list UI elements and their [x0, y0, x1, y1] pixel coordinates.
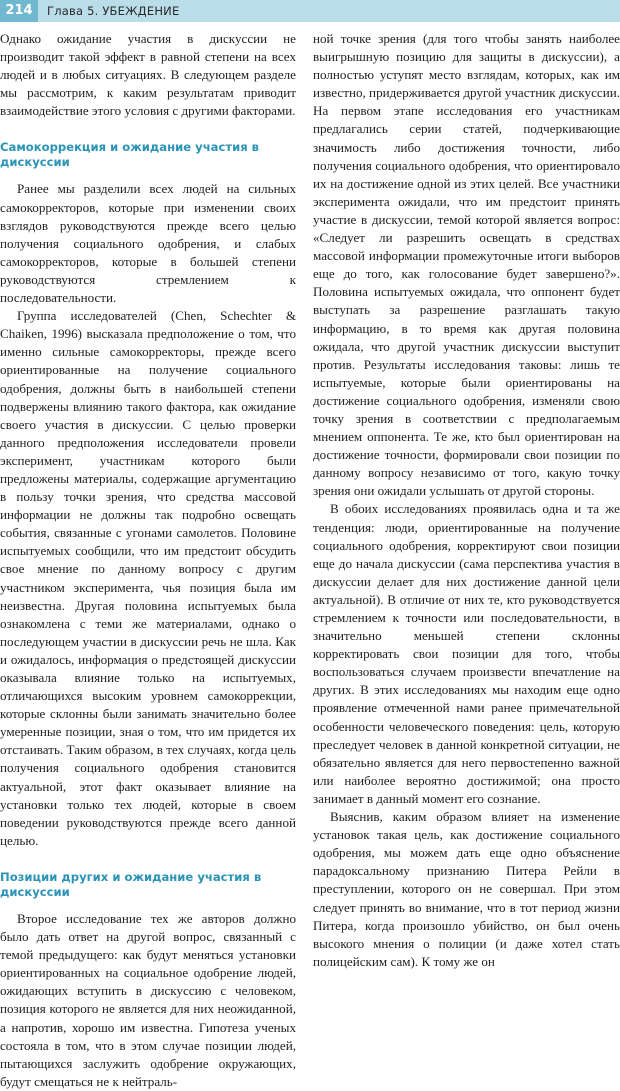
left-column	[0, 30, 296, 1091]
paragraph: В обоих исследованиях проявилась одна и та же тенденция: люди, ориентированные на получение социального одобрения, корректируют свои позиции еще до начала дискуссии (сама перспектива участия в дискуссии делает для них достижение данной цели актуальной). В отличие от них те, кто руководствуется стремлением к точности или последовательности, в значительно меньшей степени склонны корректировать свои позиции для того, чтобы воспользоваться случаем произвести впечатление на других. В этих исследованиях мы находим еще одно проявление отмеченной нами ранее примечательной особенности человеческого поведения: цель, которую преследует человек в данной конкретной ситуации, не обязательно является для него первостепенно важной или наиболее вероятно достижимой; она просто занимает в данный момент его сознание.	[313, 501, 620, 806]
paragraph: Выяснив, каким образом влияет на изменение установок такая цель, как достижение социального одобрения, мы можем дать еще одно объяснение парадоксальному признанию Питера Рейли в преступлении, которого он не совершал. При этом следует принять во внимание, что в тот период жизни Питера, когда произошло убийство, он был очень высокого мнения о полиции (и даже хотел стать полицейским сам). К тому же он	[313, 809, 620, 969]
chapter-title: Глава 5. УБЕЖДЕНИЕ	[47, 4, 180, 18]
section-heading-others-positions: Позиции других и ожидание участия в дискуссии	[0, 869, 262, 899]
paragraph-continued: ной точке зрения (для того чтобы занять наиболее выигрышную позицию для защиты в дискуссии), а полностью уступят место взглядам, которых, как им известно, придерживается другой участник дискуссии. На первом этапе исследования его участникам предлагались серии статей, подчеркивающие значимость либо достижения точности, либо получения социального одобрения, что ориентировало их на достижение одной из этих целей. Все участники эксперимента ожидали, что им предстоит принять участие в дискуссии, темой которой является вопрос: «Следует ли разрешить освещать в средствах массовой информации промежуточные итоги выборов еще до того, как голосование будет завершено?». Половина испытуемых ожидала, что оппонент будет выступать за разрешение разглашать такую информацию, в то время как другая половина ожидала, что другой участник дискуссии выступит против. Результаты исследования таковы: лишь те испытуемые, которые были ориентированы на достижение социального одобрения, изменяли свою точку зрения в соответствии с предполагаемым мнением оппонента. Те же, кто был ориентирован на достижение точности, формировали свои позиции по данному вопросу независимо от того, какую точку зрения они ожидали услышать от другой стороны.	[313, 31, 620, 499]
paragraph: Ранее мы разделили всех людей на сильных самокорректоров, которые при изменении своих взглядов руководствуются прежде всего целью получения социального одобрения, и слабых самокорректоров, которые в большей степени руководствуются стремлением к последовательности.	[0, 181, 296, 306]
paragraph: Группа исследователей (Chen, Schechter & Chaiken, 1996) высказала предположение о том, что именно сильные самокорректоры, прежде всего ориентированные на получение социального одобрения, должны быть в наибольшей степени подвержены влиянию такого фактора, как ожидание своего участия в дискуссии. С целью проверки данного предположения исследователи провели эксперимент, участникам которого были предложены материалы, содержащие аргументацию в пользу точки зрения, что средства массовой информации не должны так подробно освещать события, связанные с угонами самолетов. Половине испытуемых сообщили, что им предстоит обсудить свое мнение по данному вопросу с другим участником эксперимента, чья позиция была им неизвестна. Другая половина испытуемых была ознакомлена с теми же материалами, однако о последующем участии в дискуссии речь не шла. Как и ожидалось, информация о предстоящей дискуссии оказывала влияние только на испытуемых, отличающихся высоким уровнем самокоррекции, которые склонны были занимать значительно более умеренные позиции, зная о том, что им придется их отстаивать. Таким образом, в тех случаях, когда цель получения социального одобрения становится актуальной, этот факт оказывает влияние на установки только тех людей, которые в своем поведении руководствуются прежде всего данной целью.	[0, 308, 296, 848]
running-header	[0, 0, 620, 22]
section-heading-self-monitoring: Самокоррекция и ожидание участия в дискуссии	[0, 140, 260, 170]
paragraph: Второе исследование тех же авторов должно было дать ответ на другой вопрос, связанный с темой предыдущего: как будут меняться установки ориентированных на социальное одобрение людей, ожидающих вступить в дискуссию с человеком, позиция которого не является для них неожиданной, а напротив, хорошо им известна. Гипотеза ученых состояла в том, что в этом случае позиции людей, пытающихся заслужить одобрение окружающих, будут смещаться не к нейтраль-	[0, 910, 296, 1089]
intro-paragraph: Однако ожидание участия в дискуссии не производит такой эффект в равной степени на всех людей и в любых ситуациях. В следующем разделе мы рассмотрим, к каким результатам приводит взаимодействие этого условия с другими факторами.	[0, 31, 296, 119]
page-number: 214	[0, 0, 38, 22]
right-column	[313, 30, 620, 971]
